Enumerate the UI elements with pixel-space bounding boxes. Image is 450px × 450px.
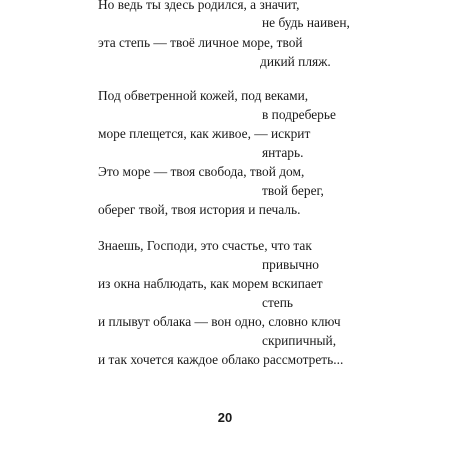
poem-line: твой берег, xyxy=(262,183,324,198)
poem-line: не будь наивен, xyxy=(262,15,350,30)
poem-line: степь xyxy=(262,295,294,310)
poem-line: и так хочется каждое облако рассмотреть... xyxy=(98,352,344,367)
poem-line: и плывут облака — вон одно, словно ключ xyxy=(98,314,341,329)
poem-line: в подреберье xyxy=(262,107,336,122)
poem-line: Знаешь, Господи, это счастье, что так xyxy=(98,238,312,253)
poem-line: Но ведь ты здесь родился, а значит, xyxy=(98,0,300,12)
poem-line: скрипичный, xyxy=(262,333,337,348)
poem-line: эта степь — твоё личное море, твой xyxy=(98,35,303,50)
poem-line: из окна наблюдать, как морем вскипает xyxy=(98,276,323,291)
poem-line: янтарь. xyxy=(262,145,304,160)
poem-line: дикий пляж. xyxy=(260,54,331,69)
poem-line: оберег твой, твоя история и печаль. xyxy=(98,202,301,217)
page-number: 20 xyxy=(217,410,233,425)
poem-line: Под обветренной кожей, под веками, xyxy=(98,88,309,103)
poem-line: Это море — твоя свобода, твой дом, xyxy=(98,164,305,179)
poem-line: море плещется, как живое, — искрит xyxy=(98,126,311,141)
poem-line: привычно xyxy=(262,257,319,272)
